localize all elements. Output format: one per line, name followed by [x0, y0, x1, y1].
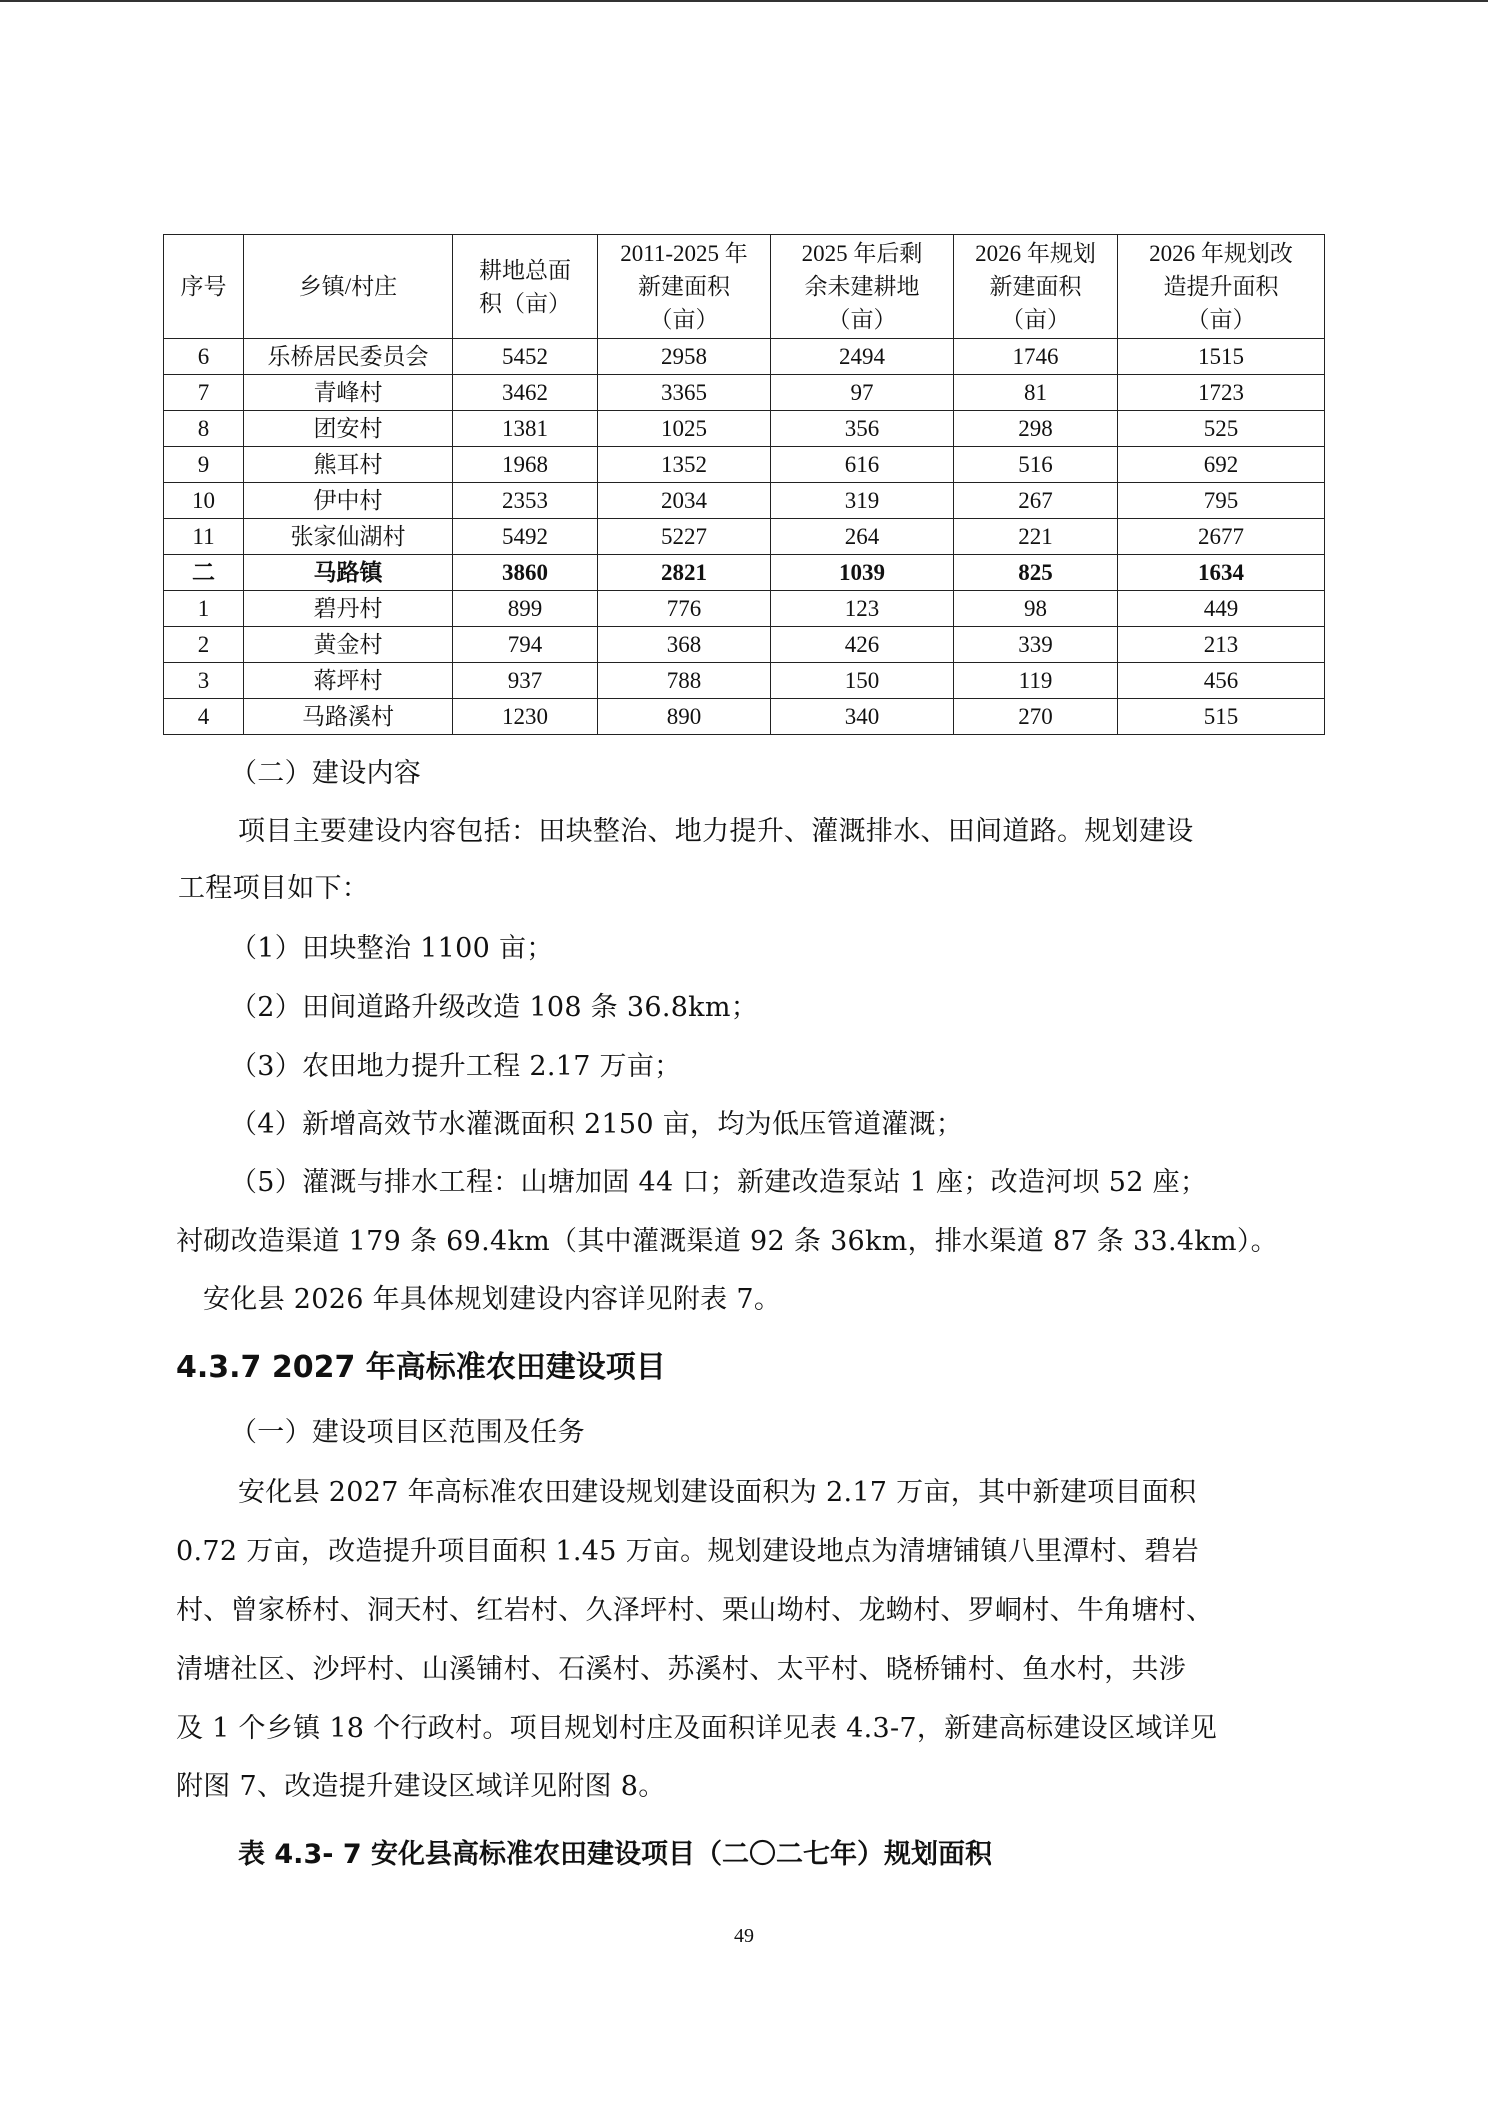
- table-cell: 1039: [771, 555, 954, 591]
- table-header-cell: [453, 235, 598, 339]
- table-cell: 碧丹村: [244, 591, 453, 627]
- header-line: （亩）: [827, 307, 897, 332]
- header-line: （亩）: [1186, 307, 1256, 332]
- header-line: 2025 年后剩: [801, 241, 923, 266]
- header-line: （亩）: [649, 307, 719, 332]
- table-cell: 10: [164, 483, 244, 519]
- table-row: [164, 339, 1325, 375]
- table-cell: 449: [1118, 591, 1325, 627]
- table-cell: 熊耳村: [244, 447, 453, 483]
- table-cell: 795: [1118, 483, 1325, 519]
- table-cell: 黄金村: [244, 627, 453, 663]
- table-cell: 3365: [598, 375, 771, 411]
- top-border-line: [0, 0, 1488, 2]
- table-cell: 8: [164, 411, 244, 447]
- table-cell: 213: [1118, 627, 1325, 663]
- paragraph-line: 清塘社区、沙坪村、山溪铺村、石溪村、苏溪村、太平村、晓桥铺村、鱼水村，共涉: [176, 1654, 1187, 1685]
- table-cell: 267: [954, 483, 1118, 519]
- table-cell: 2353: [453, 483, 598, 519]
- table-cell: 937: [453, 663, 598, 699]
- table-cell: 2958: [598, 339, 771, 375]
- table-row: [164, 519, 1325, 555]
- paragraph-line: 及 1 个乡镇 18 个行政村。项目规划村庄及面积详见表 4.3-7，新建高标建设区域详见: [176, 1713, 1218, 1744]
- table-cell: 3860: [453, 555, 598, 591]
- planning-area-table: [163, 234, 1325, 735]
- table-cell: 2: [164, 627, 244, 663]
- header-line: 2026 年规划改: [1149, 241, 1293, 266]
- table-cell: 1515: [1118, 339, 1325, 375]
- header-line: 新建面积: [989, 274, 1082, 299]
- table-cell: 3: [164, 663, 244, 699]
- table-cell: 340: [771, 699, 954, 735]
- table-cell: 339: [954, 627, 1118, 663]
- table-cell: 616: [771, 447, 954, 483]
- table-cell: 1025: [598, 411, 771, 447]
- table-cell: 525: [1118, 411, 1325, 447]
- table-body: [164, 339, 1325, 735]
- paragraph-intro-cont: 工程项目如下：: [178, 873, 370, 904]
- table-cell: 516: [954, 447, 1118, 483]
- table-cell: 7: [164, 375, 244, 411]
- table-row: [164, 591, 1325, 627]
- table-cell: 119: [954, 663, 1118, 699]
- table-cell: 2494: [771, 339, 954, 375]
- table-cell: 2821: [598, 555, 771, 591]
- table-cell: 马路溪村: [244, 699, 453, 735]
- table-cell: 794: [453, 627, 598, 663]
- header-line: 2011-2025 年: [620, 241, 748, 266]
- table-cell: 1746: [954, 339, 1118, 375]
- list-item-cont: 衬砌改造渠道 179 条 69.4km（其中灌溉渠道 92 条 36km，排水渠道 87 条 33.4km）。: [176, 1226, 1278, 1257]
- table-cell: 蒋坪村: [244, 663, 453, 699]
- table-cell: 3462: [453, 375, 598, 411]
- paragraph-line: 安化县 2027 年高标准农田建设规划建设面积为 2.17 万亩，其中新建项目面积: [238, 1477, 1197, 1508]
- header-line: 序号: [180, 274, 227, 299]
- table-cell: 270: [954, 699, 1118, 735]
- table-cell: 221: [954, 519, 1118, 555]
- header-line: （亩）: [1001, 307, 1070, 332]
- header-line: 造提升面积: [1163, 274, 1279, 299]
- table-cell: 伊中村: [244, 483, 453, 519]
- table-header-cell: [244, 235, 453, 339]
- table-cell: 426: [771, 627, 954, 663]
- table-header-cell: [1118, 235, 1325, 339]
- list-item: （3）农田地力提升工程 2.17 万亩；: [230, 1051, 682, 1082]
- table-cell: 890: [598, 699, 771, 735]
- table-caption: 表 4.3- 7 安化县高标准农田建设项目（二〇二七年）规划面积: [238, 1839, 993, 1870]
- table-cell: 二: [164, 555, 244, 591]
- table-row: [164, 375, 1325, 411]
- paragraph-closing: 安化县 2026 年具体规划建设内容详见附表 7。: [203, 1284, 782, 1315]
- table-cell: 97: [771, 375, 954, 411]
- list-item: （2）田间道路升级改造 108 条 36.8km；: [230, 992, 759, 1023]
- table-cell: 6: [164, 339, 244, 375]
- table-cell: 1723: [1118, 375, 1325, 411]
- table-cell: 456: [1118, 663, 1325, 699]
- paragraph-line: 附图 7、改造提升建设区域详见附图 8。: [176, 1771, 666, 1802]
- header-line: 2026 年规划: [975, 241, 1096, 266]
- table-row-subtotal: [164, 555, 1325, 591]
- table-cell: 5227: [598, 519, 771, 555]
- table-cell: 788: [598, 663, 771, 699]
- table-cell: 11: [164, 519, 244, 555]
- table-cell: 692: [1118, 447, 1325, 483]
- table-cell: 1230: [453, 699, 598, 735]
- table-cell: 1381: [453, 411, 598, 447]
- table-cell: 776: [598, 591, 771, 627]
- table-cell: 乐桥居民委员会: [244, 339, 453, 375]
- section-subheading-content: （二）建设内容: [230, 758, 422, 789]
- paragraph-line: 村、曾家桥村、洞天村、红岩村、久泽坪村、栗山坳村、龙蚴村、罗峒村、牛角塘村、: [176, 1595, 1214, 1626]
- table-header-row: [164, 235, 1325, 339]
- table-row: [164, 663, 1325, 699]
- table-cell: 98: [954, 591, 1118, 627]
- table-cell: 团安村: [244, 411, 453, 447]
- table-cell: 1352: [598, 447, 771, 483]
- table-cell: 5452: [453, 339, 598, 375]
- table-cell: 9: [164, 447, 244, 483]
- table-row: [164, 483, 1325, 519]
- list-item: （5）灌溉与排水工程：山塘加固 44 口；新建改造泵站 1 座；改造河坝 52 座；: [230, 1167, 1208, 1198]
- table-cell: 马路镇: [244, 555, 453, 591]
- list-item: （4）新增高效节水灌溉面积 2150 亩，均为低压管道灌溉；: [230, 1109, 964, 1140]
- table-cell: 298: [954, 411, 1118, 447]
- table-cell: 825: [954, 555, 1118, 591]
- table-cell: 1634: [1118, 555, 1325, 591]
- table-row: [164, 699, 1325, 735]
- table-cell: 356: [771, 411, 954, 447]
- table-row: [164, 627, 1325, 663]
- table-cell: 5492: [453, 519, 598, 555]
- table-cell: 899: [453, 591, 598, 627]
- table-cell: 368: [598, 627, 771, 663]
- header-line: 耕地总面: [479, 257, 571, 283]
- table-cell: 515: [1118, 699, 1325, 735]
- table-cell: 81: [954, 375, 1118, 411]
- section-subheading-scope: （一）建设项目区范围及任务: [230, 1417, 585, 1448]
- table-cell: 150: [771, 663, 954, 699]
- table-cell: 2034: [598, 483, 771, 519]
- table-cell: 319: [771, 483, 954, 519]
- header-line: 积（亩）: [479, 290, 571, 316]
- list-item: （1）田块整治 1100 亩；: [230, 933, 554, 964]
- paragraph-intro: 项目主要建设内容包括：田块整治、地力提升、灌溉排水、田间道路。规划建设: [238, 816, 1194, 847]
- table-header-cell: [164, 235, 244, 339]
- header-line: 乡镇/村庄: [298, 274, 398, 299]
- table-cell: 1: [164, 591, 244, 627]
- table-header-cell: [771, 235, 954, 339]
- page-number: 49: [734, 1925, 754, 1947]
- table-cell: 1968: [453, 447, 598, 483]
- table-header-cell: [954, 235, 1118, 339]
- table-row: [164, 411, 1325, 447]
- header-line: 新建面积: [638, 274, 730, 299]
- header-line: 余未建耕地: [804, 274, 920, 299]
- table-cell: 4: [164, 699, 244, 735]
- paragraph-line: 0.72 万亩，改造提升项目面积 1.45 万亩。规划建设地点为清塘铺镇八里潭村、碧岩: [176, 1536, 1199, 1567]
- table-row: [164, 447, 1325, 483]
- table-cell: 2677: [1118, 519, 1325, 555]
- section-heading: 4.3.7 2027 年高标准农田建设项目: [176, 1350, 666, 1385]
- table-cell: 张家仙湖村: [244, 519, 453, 555]
- table-cell: 123: [771, 591, 954, 627]
- table-cell: 264: [771, 519, 954, 555]
- table-cell: 青峰村: [244, 375, 453, 411]
- table-header-cell: [598, 235, 771, 339]
